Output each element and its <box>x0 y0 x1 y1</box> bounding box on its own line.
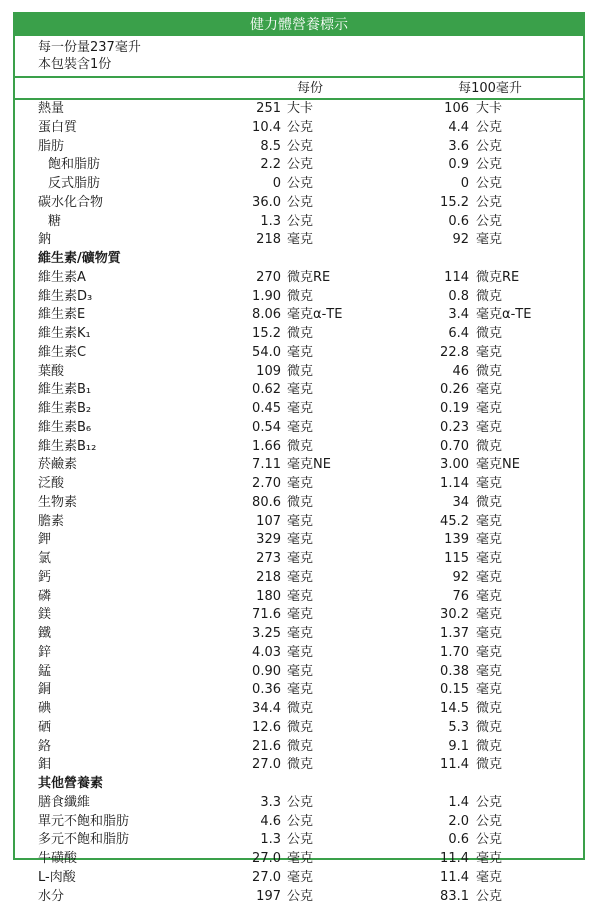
unit-per-100ml: 微克 <box>476 363 502 382</box>
unit-per-serving: 毫克 <box>287 850 313 869</box>
nutrient-name: 鋅 <box>38 644 51 663</box>
nutrient-name: 多元不飽和脂肪 <box>38 831 129 850</box>
section-heading-row <box>15 775 583 794</box>
value-per-100ml: 1.4 <box>448 794 469 813</box>
unit-per-serving: 毫克 <box>287 231 313 250</box>
unit-per-100ml: 毫克 <box>476 588 502 607</box>
value-per-100ml: 3.00 <box>440 456 469 475</box>
unit-per-serving: 微克RE <box>287 269 330 288</box>
nutrient-name: 菸鹼素 <box>38 456 77 475</box>
value-per-100ml: 15.2 <box>440 194 469 213</box>
value-per-serving: 3.3 <box>260 794 281 813</box>
unit-per-100ml: 大卡 <box>476 100 502 119</box>
nutrient-row <box>15 756 583 775</box>
unit-per-100ml: 毫克 <box>476 513 502 532</box>
value-per-100ml: 9.1 <box>448 738 469 757</box>
nutrient-name: 硒 <box>38 719 51 738</box>
value-per-100ml: 30.2 <box>440 606 469 625</box>
unit-per-serving: 毫克 <box>287 400 313 419</box>
unit-per-100ml: 毫克 <box>476 644 502 663</box>
nutrient-name: 葉酸 <box>38 363 64 382</box>
value-per-100ml: 1.37 <box>440 625 469 644</box>
nutrient-name: 脂肪 <box>38 138 64 157</box>
nutrient-name: 熱量 <box>38 100 64 119</box>
value-per-100ml: 2.0 <box>448 813 469 832</box>
nutrient-row <box>15 663 583 682</box>
nutrient-name: 鉬 <box>38 756 51 775</box>
nutrient-row <box>15 194 583 213</box>
nutrient-row <box>15 419 583 438</box>
nutrient-row <box>15 569 583 588</box>
section-heading: 維生素/礦物質 <box>38 250 121 269</box>
unit-per-100ml: 公克 <box>476 194 502 213</box>
value-per-serving: 197 <box>256 888 281 906</box>
unit-per-100ml: 公克 <box>476 138 502 157</box>
nutrient-row <box>15 138 583 157</box>
nutrient-name: 維生素B₁₂ <box>38 438 96 457</box>
value-per-serving: 27.0 <box>252 756 281 775</box>
value-per-serving: 8.06 <box>252 306 281 325</box>
value-per-100ml: 0 <box>461 175 469 194</box>
value-per-serving: 1.3 <box>260 831 281 850</box>
nutrient-name: 蛋白質 <box>38 119 77 138</box>
nutrient-row <box>15 813 583 832</box>
unit-per-serving: 微克 <box>287 700 313 719</box>
unit-per-serving: 微克 <box>287 719 313 738</box>
nutrient-row <box>15 719 583 738</box>
unit-per-serving: 毫克 <box>287 588 313 607</box>
value-per-100ml: 6.4 <box>448 325 469 344</box>
unit-per-100ml: 微克 <box>476 325 502 344</box>
value-per-100ml: 34 <box>452 494 469 513</box>
nutrient-row <box>15 681 583 700</box>
value-per-serving: 329 <box>256 531 281 550</box>
unit-per-serving: 公克 <box>287 794 313 813</box>
value-per-100ml: 0.23 <box>440 419 469 438</box>
unit-per-serving: 公克 <box>287 119 313 138</box>
nutrient-name: 鈉 <box>38 231 51 250</box>
unit-per-serving: 公克 <box>287 813 313 832</box>
value-per-serving: 15.2 <box>252 325 281 344</box>
nutrient-name: 維生素E <box>38 306 85 325</box>
unit-per-serving: 毫克 <box>287 569 313 588</box>
nutrient-row <box>15 625 583 644</box>
unit-per-serving: 微克 <box>287 325 313 344</box>
unit-per-serving: 微克 <box>287 738 313 757</box>
nutrient-name: 糖 <box>48 213 61 232</box>
nutrient-row <box>15 850 583 869</box>
unit-per-100ml: 毫克 <box>476 419 502 438</box>
unit-per-serving: 毫克 <box>287 869 313 888</box>
unit-per-100ml: 毫克 <box>476 531 502 550</box>
unit-per-100ml: 微克 <box>476 438 502 457</box>
unit-per-100ml: 微克RE <box>476 269 519 288</box>
value-per-100ml: 0.8 <box>448 288 469 307</box>
nutrient-name: 鎂 <box>38 606 51 625</box>
unit-per-100ml: 毫克 <box>476 381 502 400</box>
serving-size: 每一份量237毫升 <box>38 39 141 56</box>
nutrient-row <box>15 869 583 888</box>
nutrient-row <box>15 644 583 663</box>
value-per-100ml: 106 <box>444 100 469 119</box>
value-per-serving: 1.90 <box>252 288 281 307</box>
unit-per-serving: 毫克α-TE <box>287 306 342 325</box>
unit-per-serving: 毫克 <box>287 663 313 682</box>
value-per-100ml: 0.6 <box>448 213 469 232</box>
value-per-100ml: 0.38 <box>440 663 469 682</box>
unit-per-serving: 公克 <box>287 888 313 906</box>
servings-per-pack: 本包裝含1份 <box>38 56 111 73</box>
divider-top <box>15 76 583 78</box>
unit-per-serving: 微克 <box>287 756 313 775</box>
nutrition-title: 健力體營養標示 <box>15 14 583 36</box>
nutrient-row <box>15 269 583 288</box>
unit-per-100ml: 毫克 <box>476 231 502 250</box>
value-per-100ml: 11.4 <box>440 850 469 869</box>
value-per-100ml: 115 <box>444 550 469 569</box>
value-per-serving: 1.66 <box>252 438 281 457</box>
nutrient-name: 碘 <box>38 700 51 719</box>
unit-per-serving: 公克 <box>287 156 313 175</box>
nutrient-row <box>15 231 583 250</box>
nutrient-name: 水分 <box>38 888 64 906</box>
nutrient-name: 磷 <box>38 588 51 607</box>
unit-per-100ml: 毫克NE <box>476 456 520 475</box>
value-per-100ml: 22.8 <box>440 344 469 363</box>
value-per-100ml: 0.26 <box>440 381 469 400</box>
value-per-serving: 1.3 <box>260 213 281 232</box>
value-per-100ml: 0.19 <box>440 400 469 419</box>
value-per-serving: 273 <box>256 550 281 569</box>
nutrient-row <box>15 100 583 119</box>
unit-per-100ml: 微克 <box>476 756 502 775</box>
nutrient-name: 單元不飽和脂肪 <box>38 813 129 832</box>
nutrient-row <box>15 494 583 513</box>
value-per-serving: 12.6 <box>252 719 281 738</box>
nutrient-row <box>15 550 583 569</box>
value-per-serving: 0.54 <box>252 419 281 438</box>
nutrient-name: 牛磺酸 <box>38 850 77 869</box>
unit-per-100ml: 毫克 <box>476 850 502 869</box>
value-per-serving: 71.6 <box>252 606 281 625</box>
nutrient-name: 維生素B₁ <box>38 381 91 400</box>
unit-per-serving: 毫克 <box>287 606 313 625</box>
value-per-serving: 3.25 <box>252 625 281 644</box>
unit-per-100ml: 毫克 <box>476 550 502 569</box>
nutrient-row <box>15 438 583 457</box>
unit-per-serving: 毫克 <box>287 550 313 569</box>
unit-per-100ml: 毫克α-TE <box>476 306 531 325</box>
nutrient-row <box>15 363 583 382</box>
unit-per-serving: 毫克 <box>287 475 313 494</box>
value-per-100ml: 1.14 <box>440 475 469 494</box>
value-per-serving: 27.0 <box>252 869 281 888</box>
nutrient-name: 鈣 <box>38 569 51 588</box>
unit-per-serving: 毫克 <box>287 625 313 644</box>
nutrient-name: 維生素B₆ <box>38 419 91 438</box>
unit-per-serving: 公克 <box>287 138 313 157</box>
nutrient-name: 氯 <box>38 550 51 569</box>
nutrient-row <box>15 606 583 625</box>
unit-per-100ml: 毫克 <box>476 625 502 644</box>
value-per-100ml: 0.9 <box>448 156 469 175</box>
nutrient-name: 膽素 <box>38 513 64 532</box>
value-per-serving: 218 <box>256 231 281 250</box>
nutrient-row <box>15 175 583 194</box>
nutrient-name: 錳 <box>38 663 51 682</box>
unit-per-100ml: 毫克 <box>476 681 502 700</box>
unit-per-serving: 毫克 <box>287 344 313 363</box>
nutrient-row <box>15 794 583 813</box>
value-per-serving: 251 <box>256 100 281 119</box>
value-per-100ml: 83.1 <box>440 888 469 906</box>
nutrient-name: 鉻 <box>38 738 51 757</box>
nutrient-name: 銅 <box>38 681 51 700</box>
nutrient-row <box>15 381 583 400</box>
unit-per-serving: 微克 <box>287 494 313 513</box>
unit-per-100ml: 微克 <box>476 494 502 513</box>
nutrition-facts-panel <box>13 12 585 860</box>
unit-per-serving: 毫克 <box>287 531 313 550</box>
value-per-serving: 270 <box>256 269 281 288</box>
nutrient-name: 膳食纖維 <box>38 794 90 813</box>
nutrient-row <box>15 700 583 719</box>
value-per-serving: 218 <box>256 569 281 588</box>
nutrient-name: 維生素D₃ <box>38 288 92 307</box>
value-per-100ml: 92 <box>452 231 469 250</box>
unit-per-serving: 公克 <box>287 194 313 213</box>
unit-per-100ml: 微克 <box>476 700 502 719</box>
unit-per-100ml: 毫克 <box>476 869 502 888</box>
unit-per-serving: 公克 <box>287 831 313 850</box>
unit-per-serving: 毫克 <box>287 644 313 663</box>
value-per-100ml: 139 <box>444 531 469 550</box>
unit-per-serving: 微克 <box>287 438 313 457</box>
value-per-serving: 2.70 <box>252 475 281 494</box>
value-per-serving: 2.2 <box>260 156 281 175</box>
value-per-serving: 0.90 <box>252 663 281 682</box>
value-per-serving: 0.45 <box>252 400 281 419</box>
unit-per-100ml: 微克 <box>476 288 502 307</box>
unit-per-100ml: 微克 <box>476 719 502 738</box>
unit-per-100ml: 毫克 <box>476 606 502 625</box>
unit-per-100ml: 公克 <box>476 831 502 850</box>
column-header-per-serving: 每份 <box>280 79 340 99</box>
unit-per-100ml: 微克 <box>476 738 502 757</box>
value-per-100ml: 0.6 <box>448 831 469 850</box>
nutrient-row <box>15 156 583 175</box>
value-per-100ml: 3.6 <box>448 138 469 157</box>
nutrient-name: 鐵 <box>38 625 51 644</box>
value-per-serving: 107 <box>256 513 281 532</box>
value-per-100ml: 11.4 <box>440 756 469 775</box>
unit-per-serving: 毫克NE <box>287 456 331 475</box>
unit-per-100ml: 公克 <box>476 888 502 906</box>
value-per-100ml: 114 <box>444 269 469 288</box>
nutrient-row <box>15 400 583 419</box>
nutrient-name: 維生素A <box>38 269 86 288</box>
value-per-serving: 27.0 <box>252 850 281 869</box>
value-per-serving: 54.0 <box>252 344 281 363</box>
section-heading: 其他營養素 <box>38 775 103 794</box>
nutrient-row <box>15 588 583 607</box>
value-per-100ml: 11.4 <box>440 869 469 888</box>
nutrient-row <box>15 344 583 363</box>
nutrient-row <box>15 288 583 307</box>
nutrient-name: 維生素K₁ <box>38 325 91 344</box>
unit-per-serving: 大卡 <box>287 100 313 119</box>
nutrient-name: 鉀 <box>38 531 51 550</box>
value-per-serving: 109 <box>256 363 281 382</box>
unit-per-serving: 毫克 <box>287 513 313 532</box>
nutrient-row <box>15 888 583 906</box>
nutrient-row <box>15 831 583 850</box>
nutrient-name: 維生素C <box>38 344 86 363</box>
value-per-serving: 8.5 <box>260 138 281 157</box>
nutrient-row <box>15 456 583 475</box>
section-heading-row <box>15 250 583 269</box>
value-per-100ml: 3.4 <box>448 306 469 325</box>
unit-per-serving: 公克 <box>287 175 313 194</box>
nutrient-row <box>15 475 583 494</box>
unit-per-100ml: 毫克 <box>476 400 502 419</box>
value-per-serving: 36.0 <box>252 194 281 213</box>
value-per-serving: 34.4 <box>252 700 281 719</box>
unit-per-100ml: 公克 <box>476 156 502 175</box>
value-per-100ml: 76 <box>452 588 469 607</box>
nutrient-row <box>15 513 583 532</box>
unit-per-100ml: 公克 <box>476 813 502 832</box>
nutrient-name: 反式脂肪 <box>48 175 100 194</box>
value-per-100ml: 0.15 <box>440 681 469 700</box>
nutrient-row <box>15 325 583 344</box>
unit-per-100ml: 公克 <box>476 175 502 194</box>
value-per-serving: 0.36 <box>252 681 281 700</box>
nutrient-row <box>15 306 583 325</box>
unit-per-100ml: 公克 <box>476 794 502 813</box>
value-per-serving: 7.11 <box>252 456 281 475</box>
nutrient-row <box>15 213 583 232</box>
value-per-serving: 21.6 <box>252 738 281 757</box>
value-per-100ml: 0.70 <box>440 438 469 457</box>
nutrient-row <box>15 531 583 550</box>
unit-per-100ml: 公克 <box>476 213 502 232</box>
unit-per-100ml: 毫克 <box>476 475 502 494</box>
unit-per-100ml: 公克 <box>476 119 502 138</box>
value-per-100ml: 14.5 <box>440 700 469 719</box>
value-per-serving: 0 <box>273 175 281 194</box>
value-per-serving: 0.62 <box>252 381 281 400</box>
unit-per-serving: 公克 <box>287 213 313 232</box>
value-per-100ml: 4.4 <box>448 119 469 138</box>
value-per-serving: 80.6 <box>252 494 281 513</box>
value-per-serving: 180 <box>256 588 281 607</box>
value-per-100ml: 1.70 <box>440 644 469 663</box>
nutrient-row <box>15 119 583 138</box>
nutrient-name: 維生素B₂ <box>38 400 91 419</box>
nutrient-row <box>15 738 583 757</box>
unit-per-100ml: 毫克 <box>476 663 502 682</box>
nutrient-name: 碳水化合物 <box>38 194 103 213</box>
nutrient-name: 泛酸 <box>38 475 64 494</box>
unit-per-serving: 微克 <box>287 288 313 307</box>
unit-per-serving: 毫克 <box>287 681 313 700</box>
nutrient-name: 生物素 <box>38 494 77 513</box>
value-per-100ml: 92 <box>452 569 469 588</box>
value-per-serving: 10.4 <box>252 119 281 138</box>
value-per-100ml: 45.2 <box>440 513 469 532</box>
unit-per-serving: 毫克 <box>287 419 313 438</box>
column-header-per-100ml: 每100毫升 <box>435 79 545 99</box>
unit-per-serving: 毫克 <box>287 381 313 400</box>
unit-per-100ml: 毫克 <box>476 569 502 588</box>
unit-per-serving: 微克 <box>287 363 313 382</box>
nutrient-name: 飽和脂肪 <box>48 156 100 175</box>
value-per-serving: 4.03 <box>252 644 281 663</box>
nutrient-name: L-肉酸 <box>38 869 76 888</box>
value-per-100ml: 5.3 <box>448 719 469 738</box>
nutrient-table <box>15 100 583 906</box>
value-per-100ml: 46 <box>452 363 469 382</box>
value-per-serving: 4.6 <box>260 813 281 832</box>
unit-per-100ml: 毫克 <box>476 344 502 363</box>
